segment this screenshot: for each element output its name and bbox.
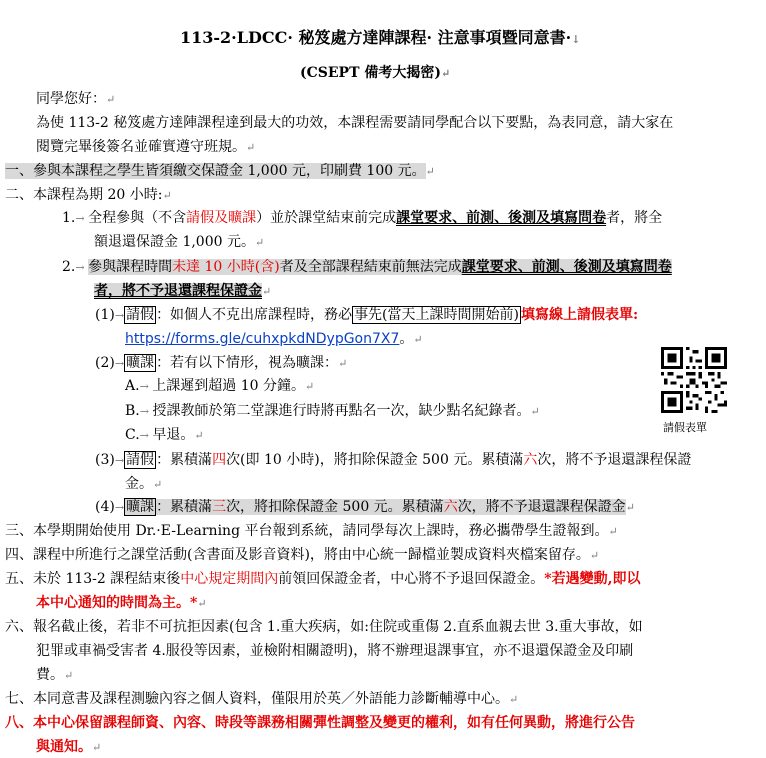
qr-caption: 請假表單 (663, 421, 707, 434)
point-4-absence-count: (4)→ 曠課 ：累積滿三次，將扣除保證金 500 元。累積滿六次，將不予退還課程保證金↵ (95, 499, 635, 515)
greeting: 同學您好：↵ (36, 91, 116, 107)
item-2-1-line-2: 額退還保證金 1,000 元。↵ (94, 234, 265, 250)
section-8-line-2: 與通知。↵ (36, 739, 102, 755)
item-2-1: 1.→ 全程參與（不含請假及曠課）並於課堂結束前完成課堂要求、前測、後測及填寫問卷者，將全 (62, 210, 663, 226)
item-2-2-line-2: 者，將不予退還課程保證金↵ (94, 283, 272, 299)
section-5: 五、未於 113-2 課程結束後中心規定期間內前領回保證金者，中心將不予退回保證金。*若遇變動,即以 (5, 571, 641, 587)
section-1: 一、參與本課程之學生皆須繳交保證金 1,000 元，印刷費 100 元。↵ (5, 163, 435, 179)
intro-line-1: 為使 113-2 秘笈處方達陣課程達到最大的功效，本課程需要請同學配合以下要點，為表同意，請大家在 (36, 115, 674, 131)
leave-form-url-line: https://forms.gle/cuhxpkdNDypGon7X7。↵ (125, 331, 423, 347)
document-title: 113-2·LDCC· 秘笈處方達陣課程· 注意事項暨同意書·↓ (180, 28, 581, 47)
point-2-absence: (2)→ 曠課 ：若有以下情形，視為曠課：↵ (95, 355, 348, 371)
section-3: 三、本學期開始使用 Dr.·E-Learning 平台報到系統，請同學每次上課時，務必攜帶學生證報到。↵ (5, 523, 618, 539)
section-7: 七、本同意書及課程測驗內容之個人資料，僅限用於英／外語能力診斷輔導中心。↵ (5, 691, 519, 707)
absence-c: C.→ 早退。↵ (125, 427, 204, 443)
absence-b: B.→ 授課教師於第二堂課進行時將再點名一次，缺少點名紀錄者。↵ (125, 403, 540, 419)
leave-form-link[interactable]: https://forms.gle/cuhxpkdNDypGon7X7 (125, 331, 400, 347)
qr-code-image (661, 347, 727, 413)
section-5-line-2: 本中心通知的時間為主。*↵ (36, 595, 207, 611)
intro-line-2: 閱覽完畢後簽名並確實遵守班規。↵ (36, 139, 256, 155)
absence-a: A.→ 上課遲到超過 10 分鐘。↵ (125, 378, 315, 394)
section-6-line-3: 費。↵ (36, 667, 74, 683)
section-6-line-2: 犯罪或車禍受害者 4.服役等因素，並檢附相關證明)，將不辦理退課事宜，亦不退還保證金及印刷 (36, 643, 634, 659)
point-3-line-2: 金。↵ (125, 476, 163, 492)
point-3-leave-count: (3)→ 請假 ：累積滿四次(即 10 小時)，將扣除保證金 500 元。累積滿六次，將不予退還課程保證 (95, 452, 692, 468)
point-1-leave: (1)→ 請假 ：如個人不克出席課程時，務必 事先(當天上課時間開始前) 填寫線上請假表單: (95, 307, 639, 323)
item-2-2: 2.→ 參與課程時間未達 10 小時(含)者及全部課程結束前無法完成課堂要求、前測、後測及填寫問卷 (62, 259, 672, 275)
section-6: 六、報名截止後，若非不可抗拒因素(包含 1.重大疾病，如:住院或重傷 2.直系血親去世 3.重大事故，如 (5, 619, 643, 635)
section-2: 二、本課程為期 20 小時:↵ (5, 187, 172, 203)
section-8: 八、本中心保留課程師資、內容、時段等課務相關彈性調整及變更的權利，如有任何異動，將進行公告 (5, 715, 635, 731)
section-4: 四、課程中所進行之課堂活動(含書面及影音資料)，將由中心統一歸檔並製成資料夾檔案留存。↵ (5, 547, 600, 563)
document-subtitle: (CSEPT 備考大揭密)↵ (300, 65, 451, 81)
